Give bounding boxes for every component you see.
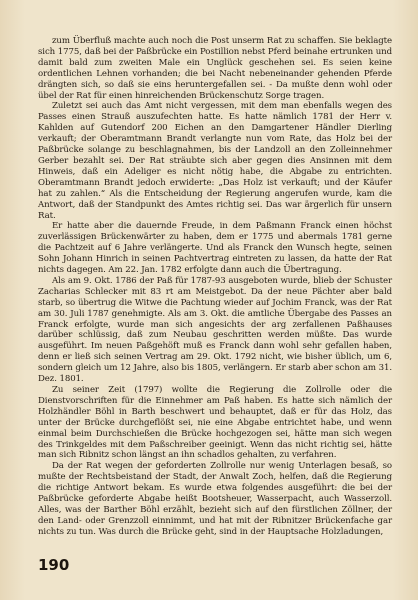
paragraph-5: Zu seiner Zeit (1797) wollte die Regierung die Zollrolle oder die Dienstvorschriften für die Einnehmer am Paß haben. Es hatte sich nämlich der Holzhändler Böhl in Barth beschwert und behauptet, daß er für das Holz, das unter der Brücke durchgeflößt sei, nie eine Abgabe entrichtet habe, und wenn einmal beim Durchschießen die Brücke hochgezogen sei, hätte man sich wegen des Trinkgeldes mit dem Paßschreiber geeinigt. Wenn das nicht richtig sei, hätte man sich Ribnitz schon längst an ihn schadlos gehalten, zu verfahren. [38, 385, 392, 461]
paragraph-4: Als am 9. Okt. 1786 der Paß für 1787-93 ausgeboten wurde, blieb der Schuster Zacharias Schlecker mit 83 rt am Meistgebot. Da der neue Pächter aber bald starb, so übertrug die Witwe die Pachtung wieder auf Jochim Franck, was der Rat am 30. Juli 1787 genehmigte. Als am 3. Okt. die amtliche Übergabe des Passes an Franck erfolgte, wurde man sich angesichts der arg zerfallenen Paßhauses darüber schlüssig, daß zum Neubau geschritten werden müßte. Das wurde ausgeführt. Im neuen Paßgehöft muß es Franck dann wohl sehr gefallen haben, denn er ließ sich seinen Vertrag am 29. Okt. 1792 nicht, wie bisher üblich, um 6, sondern gleich um 12 Jahre, also bis 1805, verlängern. Er starb aber schon am 31. Dez. 1801. [38, 275, 392, 385]
paragraph-1: zum Überfluß machte auch noch die Post unserm Rat zu schaffen. Sie beklagte sich 1775, daß bei der Paßbrücke ein Postillion nebst Pferd beinahe ertrunken und damit bald zum zweiten Male ein Unglück geschehen sei. Es seien keine ordentlichen Lehnen vorhanden; die bei Nacht nebeneinander gehenden Pferde drängten sich, so daß sie eins heruntergefallen sei. - Da mußte denn wohl oder übel der Rat für einen hinreichenden Brückenschutz Sorge tragen. [38, 36, 392, 101]
body-text [38, 36, 392, 538]
paragraph-6: Da der Rat wegen der geforderten Zollrolle nur wenig Unterlagen besaß, so mußte der Rechtsbeistand der Stadt, der Anwalt Zoch, helfen, daß die Regierung die richtige Antwort bekam. Es wurde etwa folgendes ausgeführt: die bei der Paßbrücke geforderte Abgabe heißt Bootsheuer, Wasserpacht, auch Wasserzoll. Alles, was der Barther Böhl erzählt, bezieht sich auf den fürstlichen Zöllner, der den Land- oder Grenzzoll einnimmt, und hat mit der Ribnitzer Brückenfache gar nichts zu tun. Was durch die Brücke geht, sind in der Hauptsache Holzladungen, [38, 461, 392, 537]
paragraph-3: Er hatte aber die dauernde Freude, in dem Paßmann Franck einen höchst zuverlässigen Brückenwärter zu haben, dem er 1775 und abermals 1781 gerne die Pachtzeit auf 6 Jahre verlängerte. Und als Franck den Wunsch hegte, seinen Sohn Johann Hinrich in seinen Pachtvertrag eintreten zu lassen, da hatte der Rat nichts dagegen. Am 22. Jan. 1782 erfolgte dann auch die Übertragung. [38, 221, 392, 276]
page-number: 190 [38, 556, 70, 574]
paragraph-2: Zuletzt sei auch das Amt nicht vergessen, mit dem man ebenfalls wegen des Passes einen Strauß auszufechten hatte. Es hatte nämlich 1781 der Herr v. Kahlden auf Gutendorf 200 Eichen an den Damgartener Händler Dierling verkauft; der Oberamtmann Brandt verlangte nun vom Rate, das Holz bei der Paßbrücke solange zu beschlagnahmen, bis der Landzoll an den Zolleinnehmer Gerber bezahlt sei. Der Rat sträubte sich aber gegen dies Ansinnen mit dem Hinweis, daß ein Adeliger es nicht nötig habe, die Abgabe zu entrichten. Oberamtmann Brandt jedoch erwiderte: „Das Holz ist verkauft; und der Käufer hat zu zahlen.“ Als die Entscheidung der Regierung angerufen wurde, kam die Antwort, daß der Standpunkt des Amtes richtig sei. Das war ärgerlich für unsern Rat. [38, 101, 392, 221]
